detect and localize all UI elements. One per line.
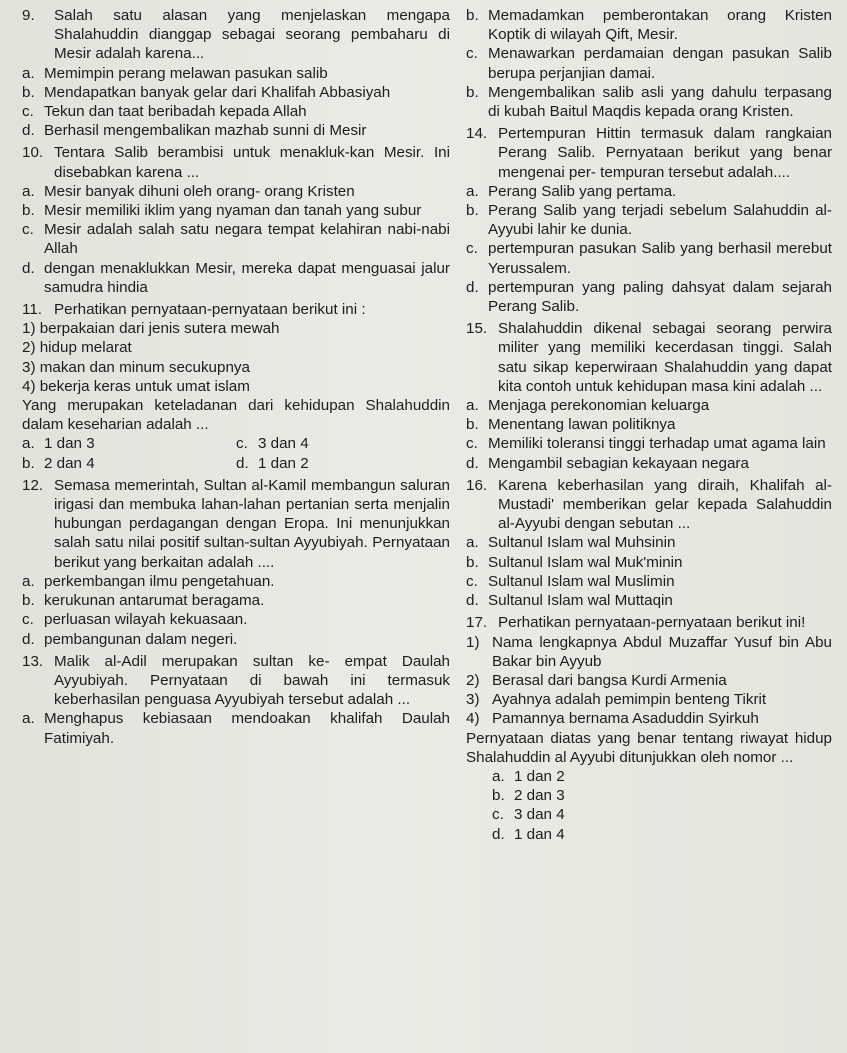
question-number: 14.: [466, 125, 488, 143]
left-column: [22, 6, 450, 751]
option-d: d. 1 dan 4: [492, 825, 565, 843]
option-b: b. kerukunan antarumat beragama.: [22, 592, 265, 610]
option-b: b. Sultanul Islam wal Muk'minin: [466, 553, 683, 571]
question-number: 13.: [22, 652, 44, 670]
question-text: Perhatikan pernyataan-pernyataan berikut ini!: [498, 614, 806, 632]
option-d: d. Berhasil mengembalikan mazhab sunni di Mesir: [22, 122, 367, 140]
option-b: b. 2 dan 3: [492, 787, 565, 805]
question-number: 16.: [466, 476, 488, 494]
question-text: Pertempuran Hittin termasuk dalam rangkaian Perang Salib. Pernyataan berikut yang benar mengenai per- tempuran tersebut adalah....: [498, 125, 832, 181]
question-13: [22, 652, 450, 748]
statement: 4) Pamannya bernama Asaduddin Syirkuh: [466, 710, 759, 728]
statement: 2) Berasal dari bangsa Kurdi Armenia: [466, 671, 727, 689]
question-text: Salah satu alasan yang menjelaskan mengapa Shalahuddin dianggap sebagai seorang pembaharu di Mesir adalah karena...: [54, 7, 450, 63]
option-d: d. dengan menaklukkan Mesir, mereka dapat menguasai jalur samudra hindia: [22, 259, 450, 296]
option-c: c. Memiliki toleransi tinggi terhadap umat agama lain: [466, 435, 826, 453]
question-number: 9.: [22, 7, 35, 24]
option-b: b. Perang Salib yang terjadi sebelum Salahuddin al-Ayyubi lahir ke dunia.: [466, 202, 832, 239]
option-a: a. 1 dan 3: [22, 435, 95, 453]
option-c: c. perluasan wilayah kekuasaan.: [22, 611, 248, 629]
statement: 4) bekerja keras untuk umat islam: [22, 377, 250, 395]
question-13-continued: [466, 6, 832, 121]
option-c: c. Mesir adalah salah satu negara tempat kelahiran nabi-nabi Allah: [22, 221, 450, 258]
option-a: a. Memimpin perang melawan pasukan salib: [22, 64, 328, 82]
question-prompt: Yang merupakan keteladanan dari kehidupan Shalahuddin dalam keseharian adalah ...: [22, 397, 450, 434]
question-text: Tentara Salib berambisi untuk menakluk-kan Mesir. Ini disebabkan karena ...: [54, 144, 450, 181]
options-grid: [22, 434, 450, 472]
option-a: a. Sultanul Islam wal Muhsinin: [466, 534, 676, 552]
option-d: d. pertempuran yang paling dahsyat dalam sejarah Perang Salib.: [466, 278, 832, 316]
question-number: 17.: [466, 614, 488, 632]
option-b: b. Memadamkan pemberontakan orang Kristen Koptik di wilayah Qift, Mesir.: [466, 7, 832, 44]
option-c: c. 3 dan 4: [492, 806, 565, 824]
question-text: Semasa memerintah, Sultan al-Kamil membangun saluran irigasi dan membuka lahan-lahan pertanian serta menjalin hubungan perdagangan dengan Eropa. Ini menunjukkan salah satu nilai positif sultan-sultan Ayyubiyah. Pernyataan berikut yang berkaitan adalah ....: [54, 476, 450, 571]
option-d: b. Mengembalikan salib asli yang dahulu terpasang di kubah Baitul Maqdis kepada orang Kristen.: [466, 83, 832, 121]
statement: 1) Nama lengkapnya Abdul Muzaffar Yusuf bin Abu Bakar bin Ayyub: [466, 633, 832, 670]
question-number: 11.: [22, 301, 42, 319]
question-16: [466, 476, 832, 610]
question-text: Perhatikan pernyataan-pernyataan berikut ini :: [54, 301, 366, 319]
question-number: 10.: [22, 144, 44, 162]
option-a: a. Mesir banyak dihuni oleh orang- orang Kristen: [22, 182, 355, 200]
question-15: [466, 319, 832, 473]
question-number: 15.: [466, 320, 488, 338]
option-b: b. Mesir memiliki iklim yang nyaman dan tanah yang subur: [22, 202, 422, 220]
statement: 3) makan dan minum secukupnya: [22, 358, 250, 376]
question-number: 12.: [22, 476, 44, 494]
question-text: Malik al-Adil merupakan sultan ke- empat Daulah Ayyubiyah. Pernyataan di bawah ini termasuk keberhasilan penguasa Ayyubiyah tersebut adalah ...: [54, 652, 450, 709]
question-14: [466, 124, 832, 316]
question-11: [22, 300, 450, 473]
option-c: c. Menawarkan perdamaian dengan pasukan Salib berupa perjanjian damai.: [466, 45, 832, 82]
question-17: [466, 613, 832, 843]
question-9: [22, 6, 450, 140]
statement: 2) hidup melarat: [22, 339, 132, 357]
option-c: c. pertempuran pasukan Salib yang berhasil merebut Yerussalem.: [466, 240, 832, 277]
option-d: d. Sultanul Islam wal Muttaqin: [466, 592, 673, 610]
option-d: d. 1 dan 2: [236, 454, 309, 472]
question-12: [22, 476, 450, 649]
option-b: b. Mendapatkan banyak gelar dari Khalifah Abbasiyah: [22, 83, 391, 101]
question-text: Karena keberhasilan yang diraih, Khalifah al-Mustadi' memberikan gelar kepada Salahuddin al-Ayyubi dengan sebutan ...: [498, 476, 832, 533]
question-text: Shalahuddin dikenal sebagai seorang perwira militer yang memiliki kecerdasan tinggi. Salah satu sikap keperwiraan Shalahuddin yang dapat kita contoh untuk kehidupan masa kini adalah ...: [498, 320, 832, 395]
option-d: d. Mengambil sebagian kekayaan negara: [466, 454, 749, 472]
option-a: a. 1 dan 2: [492, 767, 565, 785]
right-column: [466, 6, 832, 847]
option-b: b. Menentang lawan politiknya: [466, 416, 676, 434]
option-a: a. Perang Salib yang pertama.: [466, 182, 677, 200]
question-10: [22, 143, 450, 297]
question-prompt: Pernyataan diatas yang benar tentang riwayat hidup Shalahuddin al Ayyubi ditunjukkan oleh nomor ...: [466, 729, 832, 766]
option-c: c. 3 dan 4: [236, 435, 309, 453]
option-b: b. 2 dan 4: [22, 454, 95, 472]
option-d: d. pembangunan dalam negeri.: [22, 630, 238, 648]
statement: 1) berpakaian dari jenis sutera mewah: [22, 320, 280, 338]
option-c: c. Sultanul Islam wal Muslimin: [466, 572, 675, 590]
option-c: c. Tekun dan taat beribadah kepada Allah: [22, 103, 307, 121]
statement: 3) Ayahnya adalah pemimpin benteng Tikrit: [466, 691, 767, 709]
option-a: a. Menjaga perekonomian keluarga: [466, 397, 710, 415]
option-a: a. Menghapus kebiasaan mendoakan khalifah Daulah Fatimiyah.: [22, 710, 450, 747]
option-a: a. perkembangan ilmu pengetahuan.: [22, 572, 275, 590]
